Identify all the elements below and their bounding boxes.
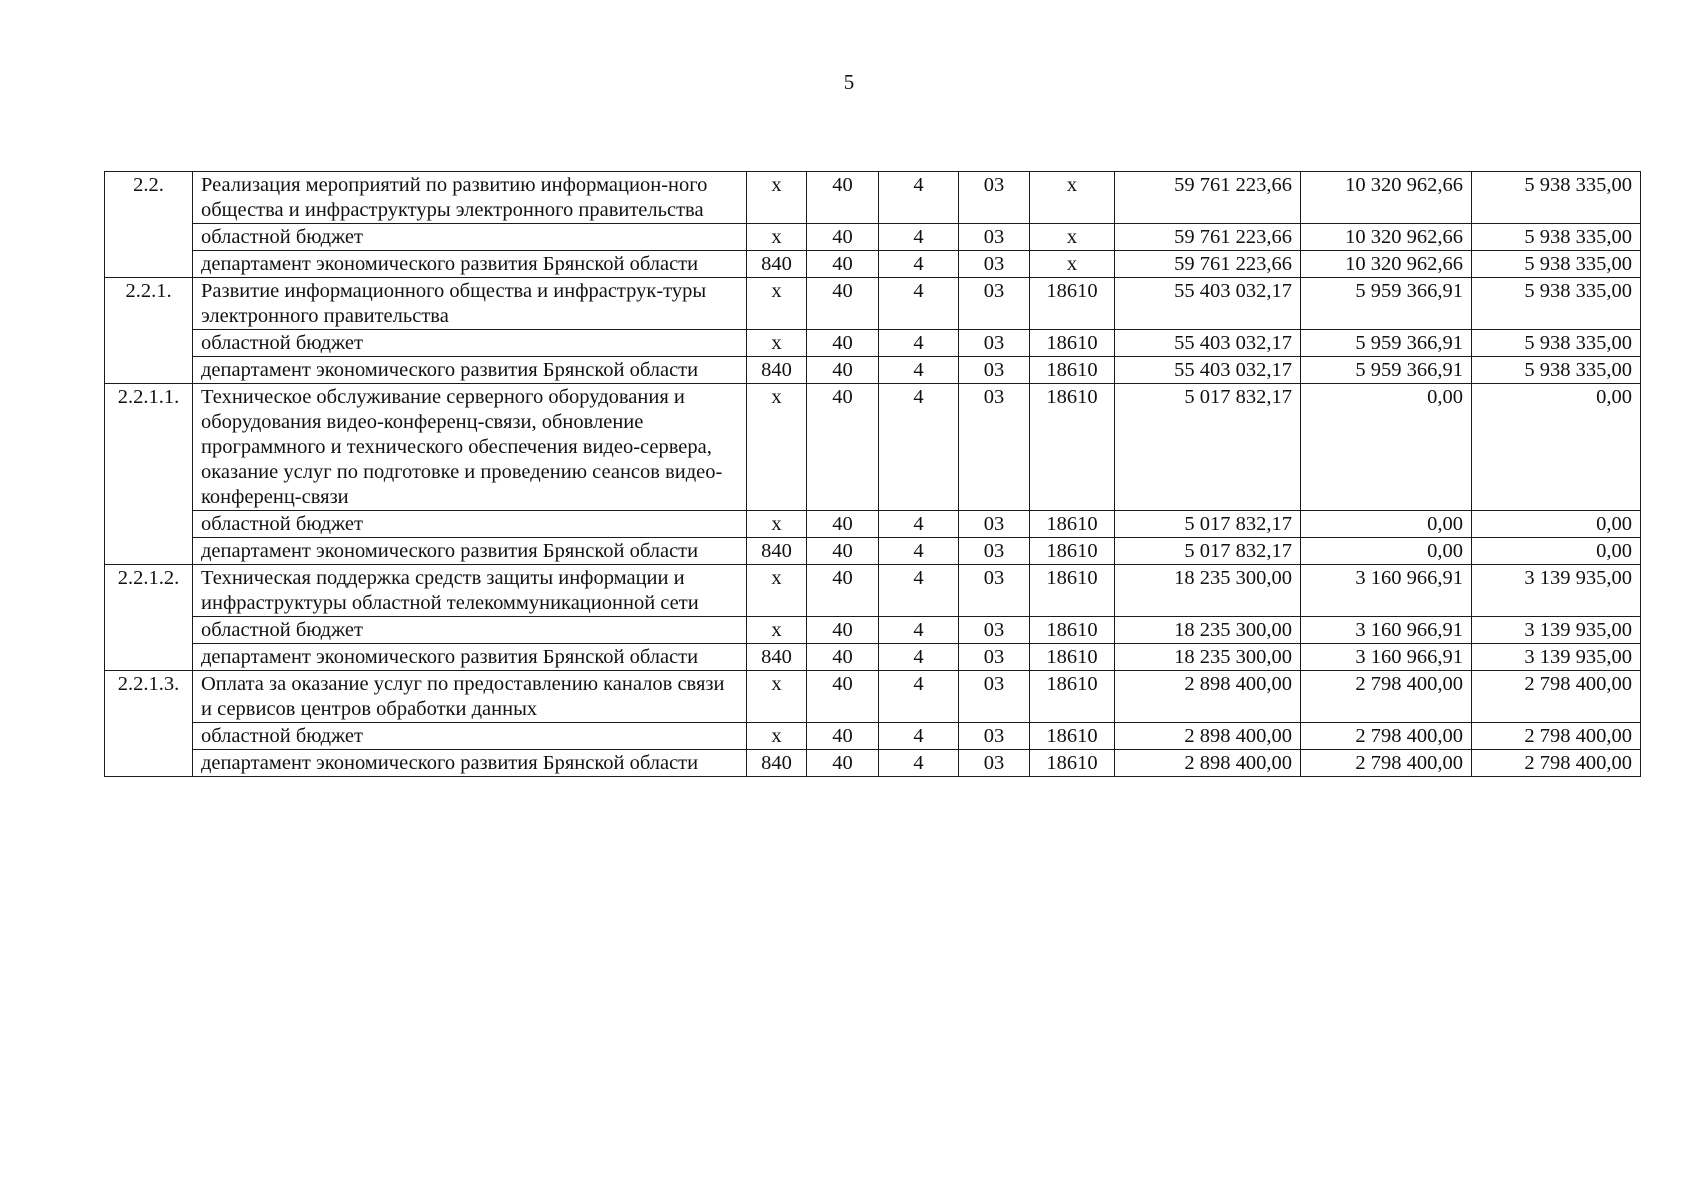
- direction-code-cell: 18610: [1030, 330, 1115, 357]
- direction-code-cell: х: [1030, 224, 1115, 251]
- item-name-cell: областной бюджет: [193, 617, 747, 644]
- main-event-code-cell: 03: [959, 723, 1030, 750]
- table-row: [105, 172, 1641, 224]
- direction-code-cell: 18610: [1030, 617, 1115, 644]
- program-code-cell: 40: [807, 750, 879, 777]
- amount-year-1-cell: 2 898 400,00: [1115, 671, 1301, 723]
- main-event-code-cell: 03: [959, 278, 1030, 330]
- amount-year-2-cell: 10 320 962,66: [1301, 172, 1472, 224]
- subprogram-code-cell: 4: [879, 538, 959, 565]
- amount-year-1-cell: 5 017 832,17: [1115, 511, 1301, 538]
- direction-code-cell: 18610: [1030, 644, 1115, 671]
- amount-year-3-cell: 0,00: [1472, 511, 1641, 538]
- budget-table: [104, 171, 1641, 777]
- main-event-code-cell: 03: [959, 750, 1030, 777]
- program-code-cell: 40: [807, 723, 879, 750]
- subprogram-code-cell: 4: [879, 750, 959, 777]
- subprogram-code-cell: 4: [879, 278, 959, 330]
- program-code-cell: 40: [807, 644, 879, 671]
- direction-code-cell: 18610: [1030, 723, 1115, 750]
- grbs-code-cell: х: [747, 617, 807, 644]
- direction-code-cell: 18610: [1030, 565, 1115, 617]
- amount-year-1-cell: 18 235 300,00: [1115, 565, 1301, 617]
- amount-year-3-cell: 3 139 935,00: [1472, 617, 1641, 644]
- grbs-code-cell: х: [747, 172, 807, 224]
- table-row: [105, 357, 1641, 384]
- table-row: [105, 224, 1641, 251]
- program-code-cell: 40: [807, 384, 879, 511]
- amount-year-2-cell: 10 320 962,66: [1301, 251, 1472, 278]
- program-code-cell: 40: [807, 251, 879, 278]
- table-row: [105, 278, 1641, 330]
- page-number: 5: [843, 70, 855, 94]
- table-row: [105, 251, 1641, 278]
- amount-year-2-cell: 0,00: [1301, 384, 1472, 511]
- table-row: [105, 538, 1641, 565]
- main-event-code-cell: 03: [959, 224, 1030, 251]
- main-event-code-cell: 03: [959, 172, 1030, 224]
- direction-code-cell: 18610: [1030, 671, 1115, 723]
- item-name-cell: областной бюджет: [193, 330, 747, 357]
- item-name-cell: департамент экономического развития Брянской области: [193, 251, 747, 278]
- table-row: [105, 384, 1641, 511]
- subprogram-code-cell: 4: [879, 671, 959, 723]
- grbs-code-cell: х: [747, 330, 807, 357]
- item-name-cell: Техническая поддержка средств защиты информации и инфраструктуры областной телекоммуникационной сети: [193, 565, 747, 617]
- amount-year-3-cell: 2 798 400,00: [1472, 671, 1641, 723]
- amount-year-1-cell: 2 898 400,00: [1115, 723, 1301, 750]
- amount-year-1-cell: 18 235 300,00: [1115, 644, 1301, 671]
- amount-year-1-cell: 55 403 032,17: [1115, 330, 1301, 357]
- main-event-code-cell: 03: [959, 384, 1030, 511]
- amount-year-3-cell: 5 938 335,00: [1472, 357, 1641, 384]
- main-event-code-cell: 03: [959, 538, 1030, 565]
- subprogram-code-cell: 4: [879, 224, 959, 251]
- main-event-code-cell: 03: [959, 357, 1030, 384]
- table-row: [105, 671, 1641, 723]
- program-code-cell: 40: [807, 278, 879, 330]
- subprogram-code-cell: 4: [879, 172, 959, 224]
- amount-year-2-cell: 0,00: [1301, 538, 1472, 565]
- item-number-cell: 2.2.: [105, 172, 193, 278]
- program-code-cell: 40: [807, 671, 879, 723]
- program-code-cell: 40: [807, 172, 879, 224]
- amount-year-1-cell: 18 235 300,00: [1115, 617, 1301, 644]
- table-row: [105, 644, 1641, 671]
- amount-year-1-cell: 2 898 400,00: [1115, 750, 1301, 777]
- amount-year-3-cell: 2 798 400,00: [1472, 723, 1641, 750]
- amount-year-2-cell: 5 959 366,91: [1301, 330, 1472, 357]
- amount-year-1-cell: 59 761 223,66: [1115, 251, 1301, 278]
- item-name-cell: департамент экономического развития Брянской области: [193, 750, 747, 777]
- amount-year-3-cell: 3 139 935,00: [1472, 565, 1641, 617]
- main-event-code-cell: 03: [959, 565, 1030, 617]
- main-event-code-cell: 03: [959, 511, 1030, 538]
- subprogram-code-cell: 4: [879, 330, 959, 357]
- grbs-code-cell: 840: [747, 357, 807, 384]
- amount-year-1-cell: 55 403 032,17: [1115, 278, 1301, 330]
- main-event-code-cell: 03: [959, 617, 1030, 644]
- table-row: [105, 617, 1641, 644]
- amount-year-1-cell: 5 017 832,17: [1115, 538, 1301, 565]
- amount-year-2-cell: 2 798 400,00: [1301, 723, 1472, 750]
- direction-code-cell: 18610: [1030, 278, 1115, 330]
- amount-year-1-cell: 59 761 223,66: [1115, 172, 1301, 224]
- main-event-code-cell: 03: [959, 644, 1030, 671]
- program-code-cell: 40: [807, 565, 879, 617]
- amount-year-2-cell: 5 959 366,91: [1301, 278, 1472, 330]
- amount-year-2-cell: 3 160 966,91: [1301, 617, 1472, 644]
- grbs-code-cell: х: [747, 384, 807, 511]
- program-code-cell: 40: [807, 330, 879, 357]
- amount-year-3-cell: 5 938 335,00: [1472, 251, 1641, 278]
- direction-code-cell: 18610: [1030, 511, 1115, 538]
- program-code-cell: 40: [807, 224, 879, 251]
- amount-year-2-cell: 0,00: [1301, 511, 1472, 538]
- item-name-cell: департамент экономического развития Брянской области: [193, 538, 747, 565]
- subprogram-code-cell: 4: [879, 511, 959, 538]
- item-name-cell: Развитие информационного общества и инфраструк-туры электронного правительства: [193, 278, 747, 330]
- amount-year-2-cell: 2 798 400,00: [1301, 750, 1472, 777]
- grbs-code-cell: 840: [747, 644, 807, 671]
- item-name-cell: департамент экономического развития Брянской области: [193, 644, 747, 671]
- program-code-cell: 40: [807, 538, 879, 565]
- grbs-code-cell: х: [747, 723, 807, 750]
- subprogram-code-cell: 4: [879, 617, 959, 644]
- item-name-cell: Оплата за оказание услуг по предоставлению каналов связи и сервисов центров обработки данных: [193, 671, 747, 723]
- direction-code-cell: 18610: [1030, 357, 1115, 384]
- subprogram-code-cell: 4: [879, 384, 959, 511]
- amount-year-1-cell: 59 761 223,66: [1115, 224, 1301, 251]
- amount-year-2-cell: 5 959 366,91: [1301, 357, 1472, 384]
- amount-year-3-cell: 0,00: [1472, 538, 1641, 565]
- program-code-cell: 40: [807, 511, 879, 538]
- item-name-cell: областной бюджет: [193, 224, 747, 251]
- item-name-cell: областной бюджет: [193, 511, 747, 538]
- table-row: [105, 565, 1641, 617]
- subprogram-code-cell: 4: [879, 723, 959, 750]
- table-row: [105, 330, 1641, 357]
- main-event-code-cell: 03: [959, 671, 1030, 723]
- amount-year-3-cell: 0,00: [1472, 384, 1641, 511]
- subprogram-code-cell: 4: [879, 357, 959, 384]
- item-number-cell: 2.2.1.: [105, 278, 193, 384]
- main-event-code-cell: 03: [959, 251, 1030, 278]
- program-code-cell: 40: [807, 357, 879, 384]
- grbs-code-cell: х: [747, 224, 807, 251]
- item-number-cell: 2.2.1.3.: [105, 671, 193, 777]
- direction-code-cell: х: [1030, 251, 1115, 278]
- program-code-cell: 40: [807, 617, 879, 644]
- table-row: [105, 511, 1641, 538]
- grbs-code-cell: х: [747, 565, 807, 617]
- main-event-code-cell: 03: [959, 330, 1030, 357]
- table-row: [105, 723, 1641, 750]
- item-name-cell: Реализация мероприятий по развитию информацион-ного общества и инфраструктуры электронного правительства: [193, 172, 747, 224]
- direction-code-cell: 18610: [1030, 750, 1115, 777]
- direction-code-cell: х: [1030, 172, 1115, 224]
- amount-year-1-cell: 55 403 032,17: [1115, 357, 1301, 384]
- subprogram-code-cell: 4: [879, 251, 959, 278]
- grbs-code-cell: х: [747, 671, 807, 723]
- amount-year-3-cell: 5 938 335,00: [1472, 278, 1641, 330]
- item-number-cell: 2.2.1.2.: [105, 565, 193, 671]
- grbs-code-cell: 840: [747, 251, 807, 278]
- amount-year-3-cell: 3 139 935,00: [1472, 644, 1641, 671]
- table-row: [105, 750, 1641, 777]
- item-name-cell: Техническое обслуживание серверного оборудования и оборудования видео-конференц-связи, обновление программного и технического обеспечения видео-сервера, оказание услуг по подготовке и проведению сеансов видео-конференц-связи: [193, 384, 747, 511]
- amount-year-3-cell: 5 938 335,00: [1472, 330, 1641, 357]
- amount-year-3-cell: 5 938 335,00: [1472, 172, 1641, 224]
- amount-year-3-cell: 5 938 335,00: [1472, 224, 1641, 251]
- item-name-cell: департамент экономического развития Брянской области: [193, 357, 747, 384]
- grbs-code-cell: х: [747, 511, 807, 538]
- grbs-code-cell: 840: [747, 750, 807, 777]
- grbs-code-cell: х: [747, 278, 807, 330]
- direction-code-cell: 18610: [1030, 384, 1115, 511]
- amount-year-2-cell: 2 798 400,00: [1301, 671, 1472, 723]
- grbs-code-cell: 840: [747, 538, 807, 565]
- item-name-cell: областной бюджет: [193, 723, 747, 750]
- direction-code-cell: 18610: [1030, 538, 1115, 565]
- amount-year-1-cell: 5 017 832,17: [1115, 384, 1301, 511]
- amount-year-3-cell: 2 798 400,00: [1472, 750, 1641, 777]
- amount-year-2-cell: 3 160 966,91: [1301, 565, 1472, 617]
- subprogram-code-cell: 4: [879, 644, 959, 671]
- amount-year-2-cell: 3 160 966,91: [1301, 644, 1472, 671]
- subprogram-code-cell: 4: [879, 565, 959, 617]
- item-number-cell: 2.2.1.1.: [105, 384, 193, 565]
- amount-year-2-cell: 10 320 962,66: [1301, 224, 1472, 251]
